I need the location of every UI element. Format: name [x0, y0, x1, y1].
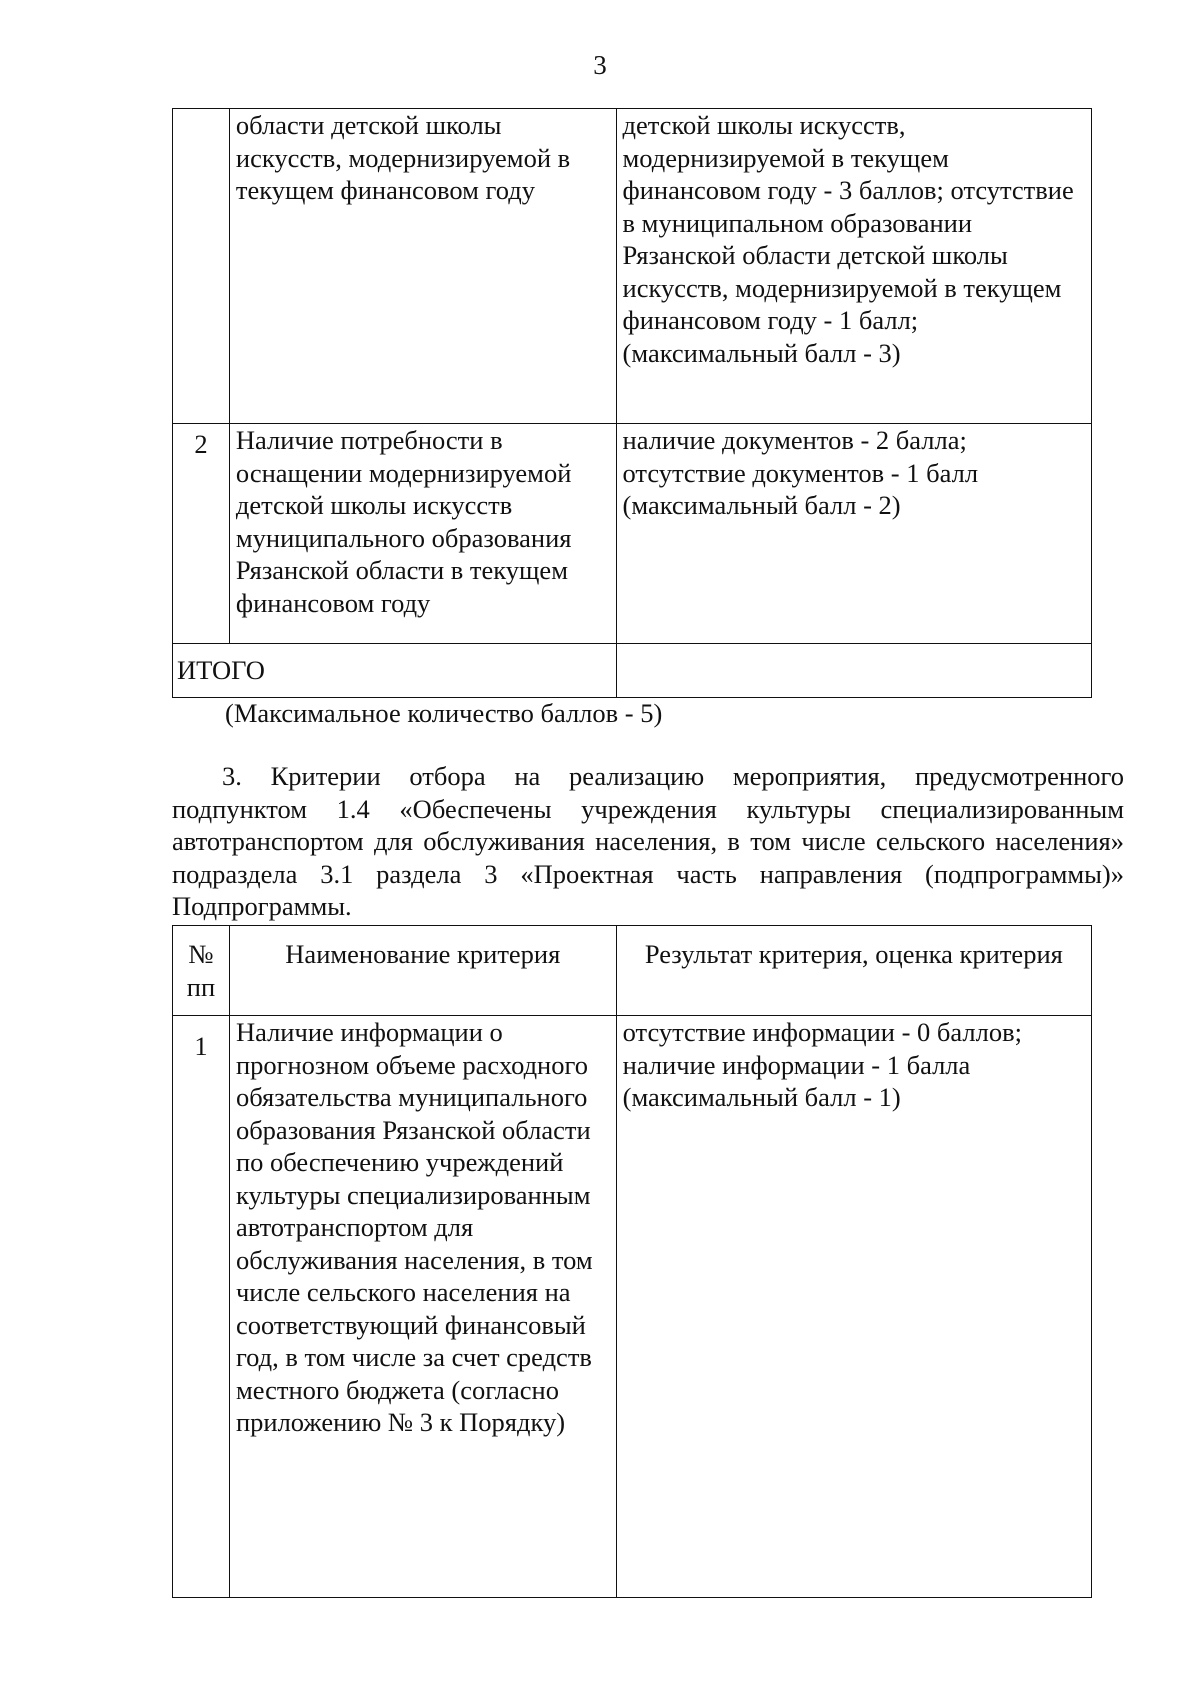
page-number: 3 — [593, 50, 607, 80]
section-3-heading: 3. Критерии отбора на реализацию мероприятия, предусмотренного подпунктом 1.4 «Обеспечены учреждения культуры специализированным автотранспортом для обслуживания населения, в том числе сельского населения» подраздела 3.1 раздела 3 «Проектная часть направления (подпрограммы)» Подпрограммы. — [172, 761, 1124, 921]
total-label: ИТОГО — [173, 644, 617, 698]
table-row — [173, 1016, 1092, 1598]
criterion-result: отсутствие информации - 0 баллов; наличие информации - 1 балла (максимальный балл - 1) — [616, 1016, 1091, 1598]
criteria-table-continued — [172, 108, 1092, 698]
header-criterion-name: Наименование критерия — [229, 926, 616, 1016]
criteria-table-3 — [172, 925, 1092, 1598]
total-value — [616, 644, 1091, 698]
criterion-name: Наличие информации о прогнозном объеме расходного обязательства муниципального образования Рязанской области по обеспечению учреждений культуры специализированным автотранспортом для обслуживания населения, в том числе сельского населения на соответствующий финансовый год, в том числе за счет средств местного бюджета (согласно приложению № 3 к Порядку) — [229, 1016, 616, 1598]
total-row — [173, 644, 1092, 698]
table-row — [173, 109, 1092, 424]
criterion-name: Наличие потребности в оснащении модернизируемой детской школы искусств муниципального образования Рязанской области в текущем финансовом году — [229, 424, 616, 644]
header-criterion-result: Результат критерия, оценка критерия — [616, 926, 1091, 1016]
row-number: 1 — [173, 1016, 230, 1598]
criterion-name: области детской школы искусств, модернизируемой в текущем финансовом году — [229, 109, 616, 424]
table-header-row — [173, 926, 1092, 1016]
row-number — [173, 109, 230, 424]
criterion-result: наличие документов - 2 балла; отсутствие документов - 1 балл (максимальный балл - 2) — [616, 424, 1091, 644]
table-row — [173, 424, 1092, 644]
criterion-result: детской школы искусств, модернизируемой в текущем финансовом году - 3 баллов; отсутствие в муниципальном образовании Рязанской области детской школы искусств, модернизируемой в текущем финансовом году - 1 балл; (максимальный балл - 3) — [616, 109, 1091, 424]
max-score-note: (Максимальное количество баллов - 5) — [225, 698, 663, 728]
header-number: № пп — [173, 926, 230, 1016]
row-number: 2 — [173, 424, 230, 644]
